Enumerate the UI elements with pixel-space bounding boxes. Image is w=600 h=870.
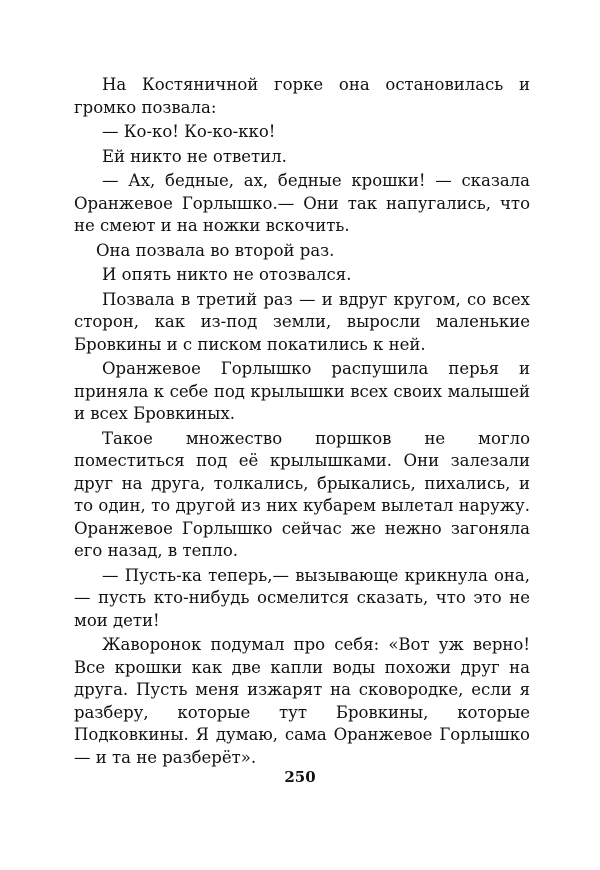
paragraph-9: Такое множество поршков не могло поместиться под её крылышками. Они залезали друг на друга, толкались, брыкались, пихались, и то один, то другой из них кубарем вылетал наружу. Оранжевое Горлышко сейчас же нежно загоняла его назад, в тепло.: [74, 428, 530, 560]
paragraph-10: — Пусть-ка теперь,— вызывающе крикнула она,— пусть кто-нибудь осмелится сказать, что это не мои дети!: [74, 565, 530, 630]
paragraph-5: Она позвала во второй раз.: [96, 240, 335, 260]
page-number: 250: [284, 768, 316, 786]
book-page-text: [74, 74, 530, 771]
paragraph-7: Позвала в третий раз — и вдруг кругом, со всех сторон, как из-под земли, выросли маленькие Бровкины и с писком покатились к ней.: [74, 289, 530, 354]
paragraph-8: Оранжевое Горлышко распушила перья и приняла к себе под крылышки всех своих малышей и всех Бровкиных.: [74, 359, 530, 423]
paragraph-4: — Ах, бедные, ах, бедные крошки! — сказала Оранжевое Горлышко.— Они так напугались, что не смеют и на ножки вскочить.: [74, 171, 530, 235]
paragraph-2: — Ко-ко! Ко-ко-кко!: [102, 122, 276, 141]
paragraph-6: И опять никто не отозвался.: [102, 265, 352, 284]
paragraph-3: Ей никто не ответил.: [102, 146, 287, 166]
paragraph-1: На Костяничной горке она остановилась и громко позвала:: [74, 75, 530, 117]
paragraph-11: Жаворонок подумал про себя: «Вот уж верно! Все крошки как две капли воды похожи друг на друга. Пусть меня изжарят на сковородке, если я разберу, которые тут Бровкины, которые Подковкины. Я думаю, сама Оранжевое Горлышко — и та не разберёт».: [74, 635, 530, 767]
